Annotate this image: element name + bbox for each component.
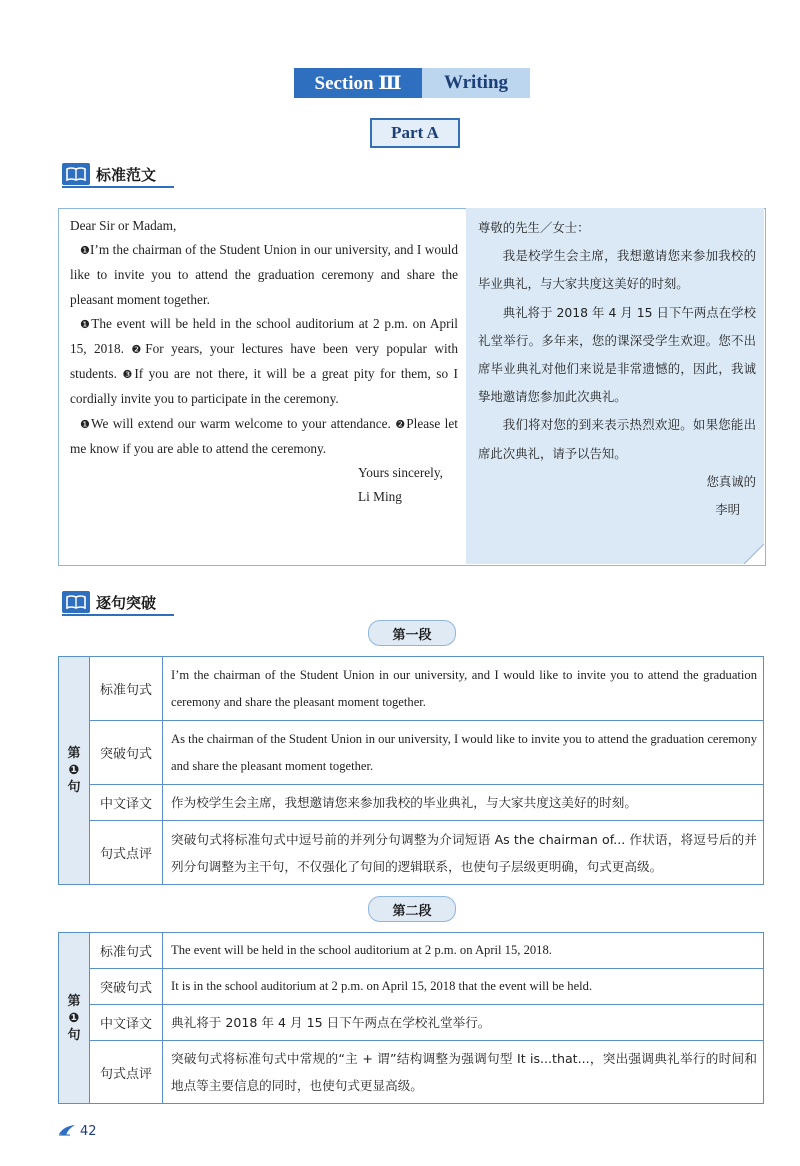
row-label: 突破句式 (90, 721, 163, 785)
row-label: 中文译文 (90, 785, 163, 821)
letter-closing: Yours sincerely, (358, 465, 443, 481)
sentence-index-char: 第 (67, 746, 81, 761)
breakdown-table (58, 932, 764, 1104)
letter-signature: Li Ming (358, 489, 402, 505)
row-content: It is in the school auditorium at 2 p.m. on April 15, 2018 that the event will be held. (163, 969, 764, 1005)
book-icon (62, 163, 90, 185)
section-label: Section Ⅲ (294, 68, 422, 98)
row-content: 突破句式将标准句式中常规的“主 + 谓”结构调整为强调句型 It is...that...，突出强调典礼举行的时间和地点等主要信息的同时，也使句式更显高级。 (163, 1041, 764, 1104)
page-corner-icon (58, 1124, 76, 1139)
page-number: 42 (80, 1124, 97, 1139)
letter-cn-salutation: 尊敬的先生／女士： (478, 220, 590, 235)
sentence-index-char: 第 (67, 993, 81, 1009)
breakdown-table (58, 656, 764, 885)
row-label: 标准句式 (90, 933, 163, 969)
section-title-banner (294, 68, 530, 98)
row-label: 标准句式 (90, 657, 163, 721)
model-essay-heading-text: 标准范文 (96, 165, 157, 184)
heading-underline (62, 614, 174, 616)
letter-chinese (478, 214, 756, 524)
sentence-index-char: ❶ (68, 1010, 80, 1026)
row-content: As the chairman of the Student Union in our university, I would like to invite you to attend the graduation ceremony and share the pleasant moment together. (163, 721, 764, 785)
sentence-marker: ❶ (80, 417, 91, 431)
sentence-text: We will extend our warm welcome to your attendance. (90, 415, 391, 431)
sentence-text: Please let me know if you are able to attend the ceremony. (70, 415, 458, 456)
letter-paragraph-3 (70, 412, 458, 461)
paragraph-label: 第一段 (368, 620, 456, 646)
row-label: 突破句式 (90, 969, 163, 1005)
letter-english (70, 214, 458, 509)
breakdown-heading-text: 逐句突破 (96, 593, 157, 612)
letter-cn-closing: 您真诚的 (706, 473, 756, 489)
row-content: The event will be held in the school auditorium at 2 p.m. on April 15, 2018. (163, 933, 764, 969)
row-label: 句式点评 (90, 1041, 163, 1104)
sentence-index-char: ❶ (68, 763, 80, 778)
sentence-text: I’m the chairman of the Student Union in our university, and I would like to invite you to attend the graduation ceremony and share the pleasant moment together. (70, 242, 458, 307)
sentence-index-char: 句 (67, 780, 81, 795)
sentence-text: For years, your lectures have been very popular with students. (70, 341, 459, 382)
sentence-marker: ❶ (80, 317, 92, 331)
sentence-marker: ❷ (131, 343, 146, 357)
letter-cn-paragraph-2: 典礼将于 2018 年 4 月 15 日下午两点在学校礼堂举行。多年来，您的课深受学生欢迎。您不出席毕业典礼对他们来说是非常遗憾的，因此，我诚挚地邀请您参加此次典礼。 (478, 304, 756, 405)
sentence-marker: ❷ (395, 417, 407, 431)
table-row (59, 721, 764, 785)
table-row (59, 821, 764, 885)
table-row (59, 969, 764, 1005)
sentence-marker: ❶ (80, 244, 90, 258)
table-row (59, 1005, 764, 1041)
sentence-index (59, 657, 90, 885)
letter-paragraph-2 (70, 312, 458, 412)
sentence-index-char: 句 (67, 1027, 81, 1043)
letter-paragraph-1 (70, 238, 458, 312)
book-icon (62, 591, 90, 613)
part-label: Part A (370, 118, 460, 148)
table-row (59, 933, 764, 969)
row-content: 突破句式将标准句式中逗号前的并列分句调整为介词短语 As the chairman of... 作状语，将逗号后的并列分句调整为主干句，不仅强化了句间的逻辑联系，也使句子层级更明确，句式更高级。 (163, 821, 764, 885)
row-label: 句式点评 (90, 821, 163, 885)
sentence-text: If you are not there, it will be a great pity for them, so I cordially invite you to participate in the ceremony. (70, 366, 458, 407)
row-content: I’m the chairman of the Student Union in our university, and I would like to invite you to attend the graduation ceremony and share the pleasant moment together. (163, 657, 764, 721)
letter-salutation: Dear Sir or Madam, (70, 218, 177, 233)
letter-cn-signature: 李明 (715, 502, 740, 518)
paragraph-label: 第二段 (368, 896, 456, 922)
page-fold-icon (744, 544, 764, 564)
letter-cn-paragraph-1: 我是校学生会主席，我想邀请您来参加我校的毕业典礼，与大家共度这美好的时刻。 (478, 248, 756, 292)
model-essay-heading (62, 162, 156, 186)
heading-underline (62, 186, 174, 188)
sentence-text: The event will be held in the school auditorium at 2 p.m. on April 15, 2018. (70, 315, 458, 357)
row-content: 典礼将于 2018 年 4 月 15 日下午两点在学校礼堂举行。 (163, 1005, 764, 1041)
sentence-index (59, 933, 90, 1104)
table-row (59, 785, 764, 821)
row-label: 中文译文 (90, 1005, 163, 1041)
breakdown-heading (62, 590, 156, 614)
page-footer (58, 1124, 97, 1139)
row-content: 作为校学生会主席，我想邀请您来参加我校的毕业典礼，与大家共度这美好的时刻。 (163, 785, 764, 821)
table-row (59, 1041, 764, 1104)
writing-label: Writing (422, 68, 530, 98)
table-row (59, 657, 764, 721)
letter-cn-paragraph-3: 我们将对您的到来表示热烈欢迎。如果您能出席此次典礼，请予以告知。 (478, 417, 756, 461)
sentence-marker: ❸ (122, 368, 135, 382)
